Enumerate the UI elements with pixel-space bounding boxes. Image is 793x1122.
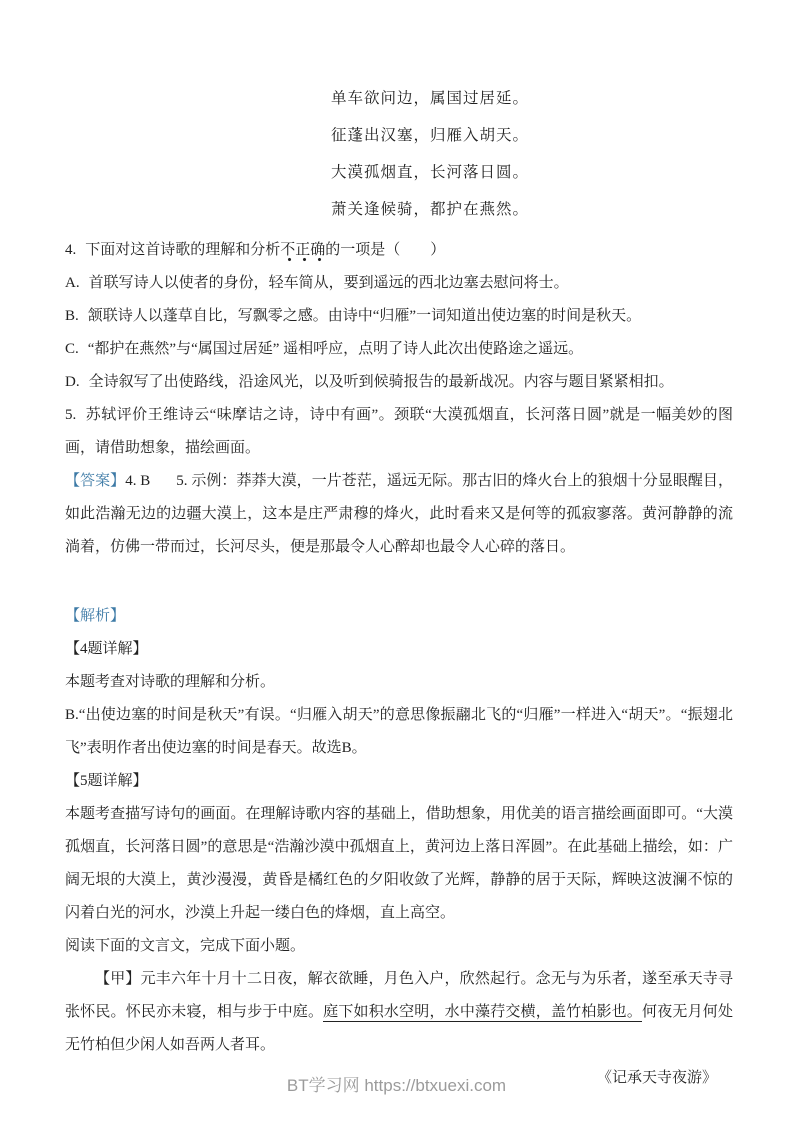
question-4-option-d (65, 366, 733, 399)
question-5-stem (65, 399, 733, 465)
passage-underlined-sentence: 庭下如积水空明，水中藻荇交横，盖竹柏影也。 (323, 1004, 643, 1020)
option-c-label: C. (65, 341, 79, 357)
option-a-text: 首联写诗人以使者的身份，轻车简从，要到遥远的西北边塞去慰问将士。 (88, 275, 569, 291)
poem-line-4: 萧关逢候骑，都护在燕然。 (330, 201, 529, 218)
passage-intro: 阅读下面的文言文，完成下面小题。 (65, 938, 306, 954)
option-c-text: “都护在燕然”与“属国过居延” 遥相呼应，点明了诗人此次出使路途之遥远。 (87, 341, 584, 357)
passage-source-title: 《记承天寺夜游》 (596, 1070, 717, 1086)
passage-jia (65, 963, 733, 1062)
poem-line-2: 征蓬出汉塞，归雁入胡天。 (330, 127, 529, 144)
passage-part2: 何夜无月何处无竹柏但少闲人如吾两人者耳。 (65, 1004, 733, 1053)
analysis-marker-line (65, 600, 733, 633)
poem (65, 80, 733, 228)
detail-5-body: 本题考查描写诗句的画面。在理解诗歌内容的基础上，借助想象，用优美的语言描绘画面即可。“大漠孤烟直，长河落日圆”的意思是“浩瀚沙漠中孤烟直上，黄河边上落日浑圆”。在此基础上描绘，如：广阔无垠的大漠上，黄沙漫漫，黄昏是橘红色的夕阳收敛了光辉，静静的居于天际，辉映这波澜不惊的闪着白光的河水，沙漠上升起一缕白色的烽烟，直上高空。 (65, 806, 733, 921)
analysis-marker: 【解析】 (65, 608, 126, 624)
question-4-stem-prefix: 下面对这首诗歌的理解和分析 (85, 242, 281, 258)
passage-jia-label: 【甲】 (95, 971, 141, 987)
detail-4-heading: 【4题详解】 (65, 641, 148, 657)
question-5-number: 5. (65, 407, 77, 423)
detail-5-heading: 【5题详解】 (65, 773, 148, 789)
answer-q4: 4. B (125, 473, 151, 489)
question-4-option-a (65, 267, 733, 300)
answer-q5: 5. 示例：莽莽大漠，一片苍茫，遥远无际。那古旧的烽火台上的狼烟十分显眼醒目，如此浩瀚无边的边疆大漠上，这本是庄严肃穆的烽火，此时看来又是何等的孤寂寥落。黄河静静的流淌着，仿佛一带而过，长河尽头，便是那最令人心醉却也最令人心碎的落日。 (65, 473, 733, 555)
question-4-stem (65, 234, 733, 267)
option-d-text: 全诗叙写了出使路线，沿途风光，以及听到候骑报告的最新战况。内容与题目紧紧相扣。 (88, 374, 674, 390)
detail-4-intro: 本题考查对诗歌的理解和分析。 (65, 674, 276, 690)
passage-part1: 元丰六年十月十二日夜，解衣欲睡，月色入户，欣然起行。念无与为乐者，遂至承天寺寻张怀民。怀民亦未寝，相与步于中庭。 (65, 971, 733, 1020)
option-b-text: 颔联诗人以蓬草自比，写飘零之感。由诗中“归雁”一词知道出使边塞的时间是秋天。 (87, 308, 642, 324)
question-4-stem-emphasized: 不正确 (280, 242, 325, 262)
option-a-label: A. (65, 275, 80, 291)
option-d-label: D. (65, 374, 80, 390)
answer-block (65, 465, 733, 564)
detail-4-body: B.“出使边塞的时间是秋天”有误。“归雁入胡天”的意思像振翮北飞的“归雁”一样进入“胡天”。“振翅北飞”表明作者出使边塞的时间是春天。故选B。 (65, 707, 733, 756)
option-b-label: B. (65, 308, 79, 324)
question-4-number: 4. (65, 242, 77, 258)
watermark-footer: BT学习网 https://btxuexi.com (286, 1076, 507, 1095)
question-4-stem-suffix: 的一项是（ ） (325, 242, 446, 258)
question-5-text: 苏轼评价王维诗云“味摩诘之诗，诗中有画”。颈联“大漠孤烟直，长河落日圆”就是一幅美妙的图画，请借助想象，描绘画面。 (65, 407, 733, 456)
answer-marker: 【答案】 (65, 473, 126, 489)
question-4-option-b (65, 300, 733, 333)
poem-line-3: 大漠孤烟直，长河落日圆。 (330, 164, 529, 181)
poem-line-1: 单车欲问边，属国过居延。 (330, 90, 529, 107)
question-4-option-c (65, 333, 733, 366)
